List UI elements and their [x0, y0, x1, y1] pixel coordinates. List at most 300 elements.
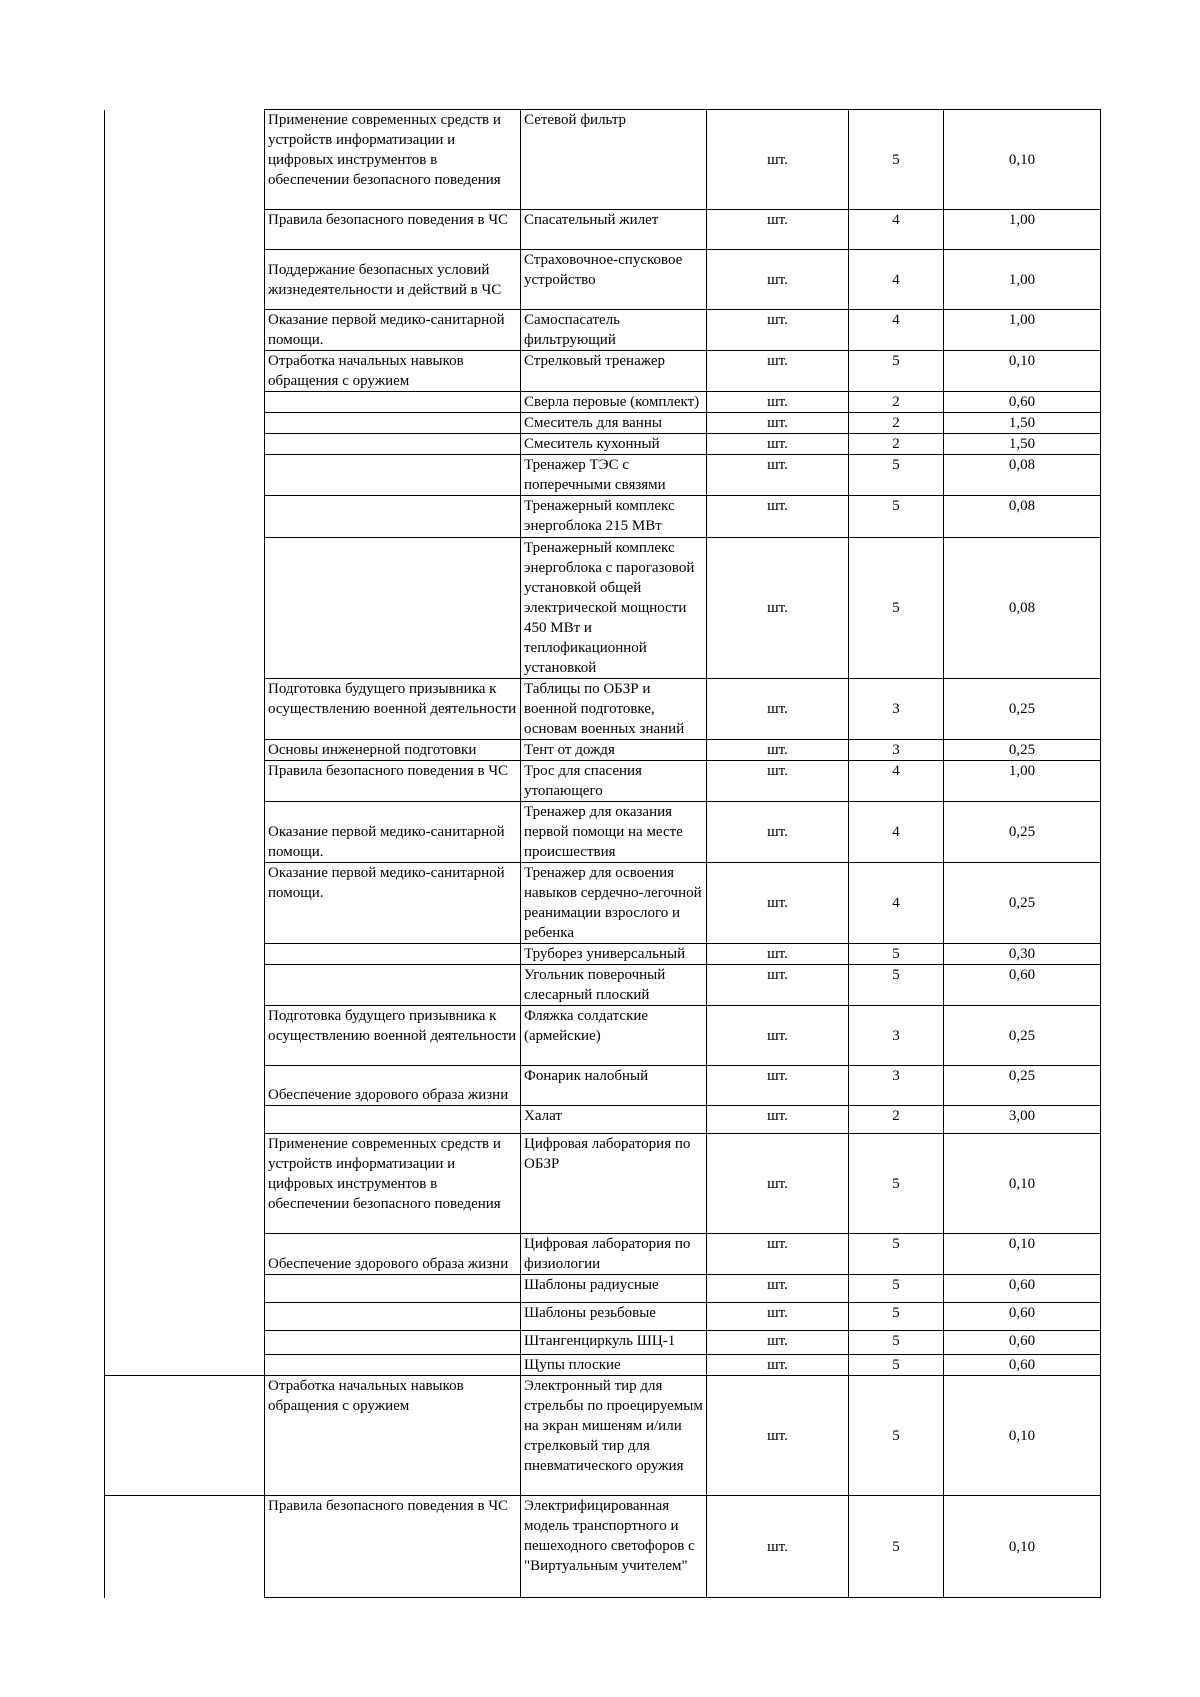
value-cell-text: 0,08	[1008, 498, 1036, 514]
unit-cell	[707, 863, 849, 944]
qty-cell-text: 5	[892, 1305, 900, 1321]
item-cell	[521, 434, 707, 455]
item-cell-text: Смеситель кухонный	[524, 436, 660, 452]
margin-cell	[105, 1275, 265, 1303]
qty-cell	[849, 210, 944, 250]
item-cell	[521, 740, 707, 761]
value-cell	[944, 496, 1101, 538]
margin-cell	[105, 1006, 265, 1066]
section-cell-text: Правила безопасного поведения в ЧС	[268, 212, 509, 228]
qty-cell-text: 2	[892, 394, 900, 410]
unit-cell	[707, 351, 849, 392]
value-cell-text: 0,25	[1008, 1027, 1036, 1044]
value-cell-text: 0,25	[1008, 824, 1036, 840]
qty-cell-text: 3	[892, 701, 900, 717]
table-row	[105, 538, 1101, 679]
item-cell-text: Шаблоны резьбовые	[524, 1305, 656, 1321]
margin-cell	[105, 351, 265, 392]
unit-cell	[707, 392, 849, 413]
value-cell-text: 0,10	[1008, 1175, 1036, 1192]
section-cell	[265, 1134, 521, 1234]
item-cell-text: Фонарик налобный	[524, 1068, 649, 1084]
unit-cell	[707, 1376, 849, 1496]
qty-cell	[849, 740, 944, 761]
item-cell-text: Фляжка солдатские (армейские)	[524, 1008, 649, 1044]
margin-cell	[105, 863, 265, 944]
unit-cell	[707, 944, 849, 965]
unit-cell	[707, 1331, 849, 1355]
section-cell-text: Оказание первой медико-санитарной помощи.	[268, 312, 505, 348]
item-cell	[521, 351, 707, 392]
unit-cell-text: шт.	[767, 312, 788, 328]
qty-cell	[849, 1376, 944, 1496]
item-cell	[521, 679, 707, 740]
section-cell-text: Обеспечение здорового образа жизни	[268, 1256, 509, 1272]
qty-cell	[849, 863, 944, 944]
item-cell	[521, 1303, 707, 1331]
qty-cell-text: 4	[892, 312, 900, 328]
item-cell	[521, 863, 707, 944]
margin-cell	[105, 679, 265, 740]
unit-cell	[707, 210, 849, 250]
unit-cell-text: шт.	[767, 1538, 788, 1555]
section-cell-text: Поддержание безопасных условий жизнедеятельности и действий в ЧС	[268, 261, 502, 298]
value-cell-text: 0,10	[1008, 1236, 1036, 1252]
table-row	[105, 250, 1101, 310]
table-row	[105, 1234, 1101, 1275]
table-row	[105, 1134, 1101, 1234]
value-cell-text: 1,00	[1008, 312, 1036, 328]
margin-cell	[105, 210, 265, 250]
section-cell-text: Оказание первой медико-санитарной помощи.	[268, 865, 505, 901]
item-cell	[521, 761, 707, 802]
qty-cell	[849, 250, 944, 310]
qty-cell	[849, 1106, 944, 1134]
margin-cell	[105, 1376, 265, 1496]
value-cell	[944, 434, 1101, 455]
qty-cell-text: 4	[892, 895, 900, 911]
item-cell	[521, 1496, 707, 1598]
qty-cell-text: 3	[892, 742, 900, 758]
qty-cell-text: 5	[892, 457, 900, 473]
value-cell-text: 0,25	[1008, 742, 1036, 758]
unit-cell-text: шт.	[767, 1175, 788, 1192]
qty-cell-text: 5	[892, 600, 900, 616]
qty-cell	[849, 1331, 944, 1355]
item-cell-text: Труборез универсальный	[524, 946, 686, 962]
value-cell	[944, 538, 1101, 679]
item-cell	[521, 802, 707, 863]
qty-cell-text: 5	[892, 1333, 900, 1349]
value-cell-text: 0,60	[1008, 1305, 1036, 1321]
margin-cell	[105, 250, 265, 310]
value-cell	[944, 863, 1101, 944]
section-cell	[265, 740, 521, 761]
section-cell	[265, 1376, 521, 1496]
item-cell	[521, 538, 707, 679]
item-cell-text: Трос для спасения утопающего	[524, 763, 642, 799]
value-cell	[944, 455, 1101, 496]
section-cell	[265, 802, 521, 863]
margin-cell	[105, 538, 265, 679]
unit-cell	[707, 413, 849, 434]
item-cell	[521, 965, 707, 1006]
section-cell	[265, 1355, 521, 1376]
value-cell	[944, 740, 1101, 761]
value-cell-text: 0,25	[1008, 1068, 1036, 1084]
item-cell	[521, 1006, 707, 1066]
qty-cell-text: 5	[892, 1538, 900, 1555]
value-cell	[944, 1275, 1101, 1303]
unit-cell	[707, 679, 849, 740]
margin-cell	[105, 965, 265, 1006]
value-cell	[944, 1066, 1101, 1106]
value-cell	[944, 351, 1101, 392]
section-cell	[265, 1331, 521, 1355]
margin-cell	[105, 1303, 265, 1331]
margin-cell	[105, 944, 265, 965]
value-cell-text: 1,50	[1008, 436, 1036, 452]
section-cell	[265, 944, 521, 965]
unit-cell	[707, 496, 849, 538]
unit-cell-text: шт.	[767, 1357, 788, 1373]
qty-cell	[849, 1355, 944, 1376]
section-cell	[265, 392, 521, 413]
table-row	[105, 455, 1101, 496]
item-cell-text: Штангенциркуль ШЦ-1	[524, 1333, 676, 1349]
item-cell-text: Стрелковый тренажер	[524, 353, 666, 369]
value-cell-text: 0,60	[1008, 967, 1036, 983]
section-cell	[265, 250, 521, 310]
table-row	[105, 392, 1101, 413]
unit-cell-text: шт.	[767, 212, 788, 228]
section-cell	[265, 1303, 521, 1331]
unit-cell	[707, 761, 849, 802]
value-cell-text: 0,25	[1008, 701, 1036, 717]
item-cell	[521, 944, 707, 965]
table-row	[105, 351, 1101, 392]
unit-cell	[707, 250, 849, 310]
item-cell	[521, 1066, 707, 1106]
section-cell	[265, 210, 521, 250]
table-row	[105, 310, 1101, 351]
unit-cell-text: шт.	[767, 436, 788, 452]
item-cell-text: Цифровая лаборатория по ОБЗР	[524, 1136, 691, 1172]
qty-cell-text: 5	[892, 946, 900, 962]
value-cell	[944, 802, 1101, 863]
unit-cell	[707, 538, 849, 679]
section-cell	[265, 110, 521, 210]
unit-cell-text: шт.	[767, 271, 788, 288]
value-cell-text: 3,00	[1008, 1108, 1036, 1124]
unit-cell	[707, 802, 849, 863]
value-cell-text: 0,60	[1008, 1333, 1036, 1349]
unit-cell-text: шт.	[767, 1027, 788, 1044]
qty-cell-text: 5	[892, 1277, 900, 1293]
value-cell	[944, 965, 1101, 1006]
value-cell	[944, 1355, 1101, 1376]
qty-cell	[849, 310, 944, 351]
table-row	[105, 679, 1101, 740]
table-row	[105, 210, 1101, 250]
value-cell-text: 0,60	[1008, 394, 1036, 410]
qty-cell-text: 5	[892, 1175, 900, 1192]
section-cell	[265, 455, 521, 496]
value-cell	[944, 679, 1101, 740]
item-cell-text: Тренажер для освоения навыков сердечно-легочной реанимации взрослого и ребенка	[524, 865, 702, 941]
item-cell	[521, 413, 707, 434]
qty-cell-text: 2	[892, 436, 900, 452]
item-cell-text: Шаблоны радиусные	[524, 1277, 659, 1293]
item-cell-text: Самоспасатель фильтрующий	[524, 312, 621, 348]
table-row	[105, 863, 1101, 944]
unit-cell	[707, 1106, 849, 1134]
value-cell	[944, 1376, 1101, 1496]
margin-cell	[105, 392, 265, 413]
section-cell-text: Отработка начальных навыков обращения с оружием	[268, 353, 464, 389]
value-cell-text: 0,60	[1008, 1277, 1036, 1293]
unit-cell-text: шт.	[767, 1068, 788, 1084]
unit-cell-text: шт.	[767, 742, 788, 758]
unit-cell-text: шт.	[767, 498, 788, 514]
qty-cell	[849, 538, 944, 679]
table-row	[105, 1331, 1101, 1355]
unit-cell	[707, 310, 849, 351]
qty-cell	[849, 965, 944, 1006]
value-cell	[944, 1496, 1101, 1598]
unit-cell-text: шт.	[767, 353, 788, 369]
section-cell	[265, 1066, 521, 1106]
unit-cell	[707, 965, 849, 1006]
qty-cell	[849, 413, 944, 434]
item-cell	[521, 392, 707, 413]
value-cell	[944, 210, 1101, 250]
value-cell	[944, 310, 1101, 351]
qty-cell	[849, 392, 944, 413]
value-cell	[944, 392, 1101, 413]
item-cell-text: Таблицы по ОБЗР и военной подготовке, основам военных знаний	[524, 681, 685, 737]
value-cell	[944, 413, 1101, 434]
unit-cell	[707, 110, 849, 210]
margin-cell	[105, 1234, 265, 1275]
value-cell-text: 0,10	[1008, 151, 1036, 168]
unit-cell	[707, 1496, 849, 1598]
item-cell	[521, 1106, 707, 1134]
unit-cell	[707, 1275, 849, 1303]
qty-cell	[849, 1066, 944, 1106]
table-row	[105, 1066, 1101, 1106]
unit-cell-text: шт.	[767, 600, 788, 616]
unit-cell	[707, 1134, 849, 1234]
margin-cell	[105, 1331, 265, 1355]
qty-cell	[849, 944, 944, 965]
unit-cell	[707, 740, 849, 761]
unit-cell-text: шт.	[767, 1236, 788, 1252]
unit-cell-text: шт.	[767, 967, 788, 983]
value-cell	[944, 250, 1101, 310]
item-cell	[521, 496, 707, 538]
value-cell-text: 0,30	[1008, 946, 1036, 962]
value-cell-text: 0,08	[1008, 457, 1036, 473]
value-cell	[944, 1303, 1101, 1331]
unit-cell-text: шт.	[767, 895, 788, 911]
qty-cell-text: 3	[892, 1027, 900, 1044]
item-cell	[521, 1331, 707, 1355]
qty-cell-text: 4	[892, 271, 900, 288]
item-cell-text: Сверла перовые (комплект)	[524, 394, 700, 410]
table-row	[105, 1496, 1101, 1598]
value-cell-text: 0,25	[1008, 895, 1036, 911]
unit-cell-text: шт.	[767, 701, 788, 717]
section-cell	[265, 538, 521, 679]
margin-cell	[105, 740, 265, 761]
qty-cell-text: 2	[892, 1108, 900, 1124]
qty-cell	[849, 1496, 944, 1598]
table-row	[105, 802, 1101, 863]
value-cell-text: 1,00	[1008, 271, 1036, 288]
value-cell	[944, 1331, 1101, 1355]
qty-cell	[849, 110, 944, 210]
unit-cell	[707, 455, 849, 496]
table-row	[105, 1106, 1101, 1134]
qty-cell-text: 4	[892, 212, 900, 228]
value-cell	[944, 1234, 1101, 1275]
margin-cell	[105, 413, 265, 434]
item-cell-text: Цифровая лаборатория по физиологии	[524, 1236, 691, 1272]
item-cell	[521, 455, 707, 496]
value-cell	[944, 1006, 1101, 1066]
item-cell	[521, 210, 707, 250]
qty-cell	[849, 496, 944, 538]
table-row	[105, 110, 1101, 210]
unit-cell-text: шт.	[767, 946, 788, 962]
margin-cell	[105, 1106, 265, 1134]
section-cell	[265, 351, 521, 392]
section-cell	[265, 1106, 521, 1134]
value-cell-text: 0,08	[1008, 600, 1036, 616]
table-row	[105, 1303, 1101, 1331]
item-cell-text: Щупы плоские	[524, 1357, 621, 1373]
unit-cell	[707, 1066, 849, 1106]
qty-cell	[849, 1303, 944, 1331]
table-row	[105, 740, 1101, 761]
qty-cell	[849, 351, 944, 392]
margin-cell	[105, 761, 265, 802]
section-cell	[265, 413, 521, 434]
value-cell-text: 0,60	[1008, 1357, 1036, 1373]
unit-cell-text: шт.	[767, 763, 788, 779]
section-cell	[265, 863, 521, 944]
margin-cell	[105, 802, 265, 863]
item-cell-text: Тренажер для оказания первой помощи на месте происшествия	[524, 804, 683, 860]
margin-cell	[105, 310, 265, 351]
table-row	[105, 761, 1101, 802]
qty-cell-text: 2	[892, 415, 900, 431]
item-cell	[521, 1376, 707, 1496]
qty-cell	[849, 455, 944, 496]
qty-cell	[849, 761, 944, 802]
equipment-table	[104, 109, 1101, 1598]
section-cell	[265, 310, 521, 351]
unit-cell-text: шт.	[767, 151, 788, 168]
value-cell-text: 0,10	[1008, 353, 1036, 369]
section-cell-text: Оказание первой медико-санитарной помощи.	[268, 824, 505, 860]
item-cell	[521, 310, 707, 351]
qty-cell-text: 5	[892, 151, 900, 168]
value-cell	[944, 761, 1101, 802]
value-cell-text: 0,10	[1008, 1538, 1036, 1555]
margin-cell	[105, 110, 265, 210]
section-cell	[265, 1234, 521, 1275]
qty-cell	[849, 1134, 944, 1234]
margin-cell	[105, 1355, 265, 1376]
section-cell-text: Правила безопасного поведения в ЧС	[268, 763, 509, 779]
section-cell	[265, 761, 521, 802]
margin-cell	[105, 455, 265, 496]
item-cell	[521, 1355, 707, 1376]
unit-cell	[707, 1234, 849, 1275]
item-cell-text: Сетевой фильтр	[524, 112, 627, 128]
item-cell	[521, 110, 707, 210]
section-cell-text: Применение современных средств и устройств информатизации и цифровых инструментов в обеспечении безопасного поведения	[268, 1136, 501, 1212]
item-cell-text: Угольник поверочный слесарный плоский	[524, 967, 666, 1003]
value-cell-text: 1,50	[1008, 415, 1036, 431]
qty-cell-text: 3	[892, 1068, 900, 1084]
section-cell	[265, 1006, 521, 1066]
value-cell-text: 1,00	[1008, 212, 1036, 228]
unit-cell	[707, 434, 849, 455]
section-cell-text: Отработка начальных навыков обращения с оружием	[268, 1378, 464, 1414]
item-cell	[521, 1234, 707, 1275]
unit-cell-text: шт.	[767, 1333, 788, 1349]
section-cell	[265, 1275, 521, 1303]
qty-cell-text: 5	[892, 1357, 900, 1373]
qty-cell-text: 4	[892, 763, 900, 779]
unit-cell-text: шт.	[767, 1427, 788, 1444]
table-row	[105, 496, 1101, 538]
qty-cell	[849, 1234, 944, 1275]
qty-cell	[849, 679, 944, 740]
qty-cell-text: 5	[892, 498, 900, 514]
qty-cell	[849, 1006, 944, 1066]
unit-cell-text: шт.	[767, 1108, 788, 1124]
unit-cell	[707, 1303, 849, 1331]
table-row	[105, 944, 1101, 965]
table-row	[105, 1355, 1101, 1376]
value-cell-text: 1,00	[1008, 763, 1036, 779]
margin-cell	[105, 434, 265, 455]
margin-cell	[105, 1496, 265, 1598]
unit-cell-text: шт.	[767, 1305, 788, 1321]
margin-cell	[105, 496, 265, 538]
value-cell	[944, 110, 1101, 210]
margin-cell	[105, 1066, 265, 1106]
item-cell-text: Смеситель для ванны	[524, 415, 662, 431]
unit-cell-text: шт.	[767, 1277, 788, 1293]
qty-cell-text: 5	[892, 1236, 900, 1252]
section-cell	[265, 1496, 521, 1598]
section-cell-text: Подготовка будущего призывника к осуществлению военной деятельности	[268, 681, 517, 717]
item-cell-text: Тренажерный комплекс энергоблока с парогазовой установкой общей электрической мощности 450 МВт и теплофикационной установкой	[524, 540, 695, 676]
qty-cell	[849, 1275, 944, 1303]
qty-cell	[849, 434, 944, 455]
unit-cell-text: шт.	[767, 457, 788, 473]
unit-cell	[707, 1355, 849, 1376]
table-row	[105, 1376, 1101, 1496]
value-cell-text: 0,10	[1008, 1427, 1036, 1444]
qty-cell-text: 5	[892, 967, 900, 983]
section-cell	[265, 965, 521, 1006]
